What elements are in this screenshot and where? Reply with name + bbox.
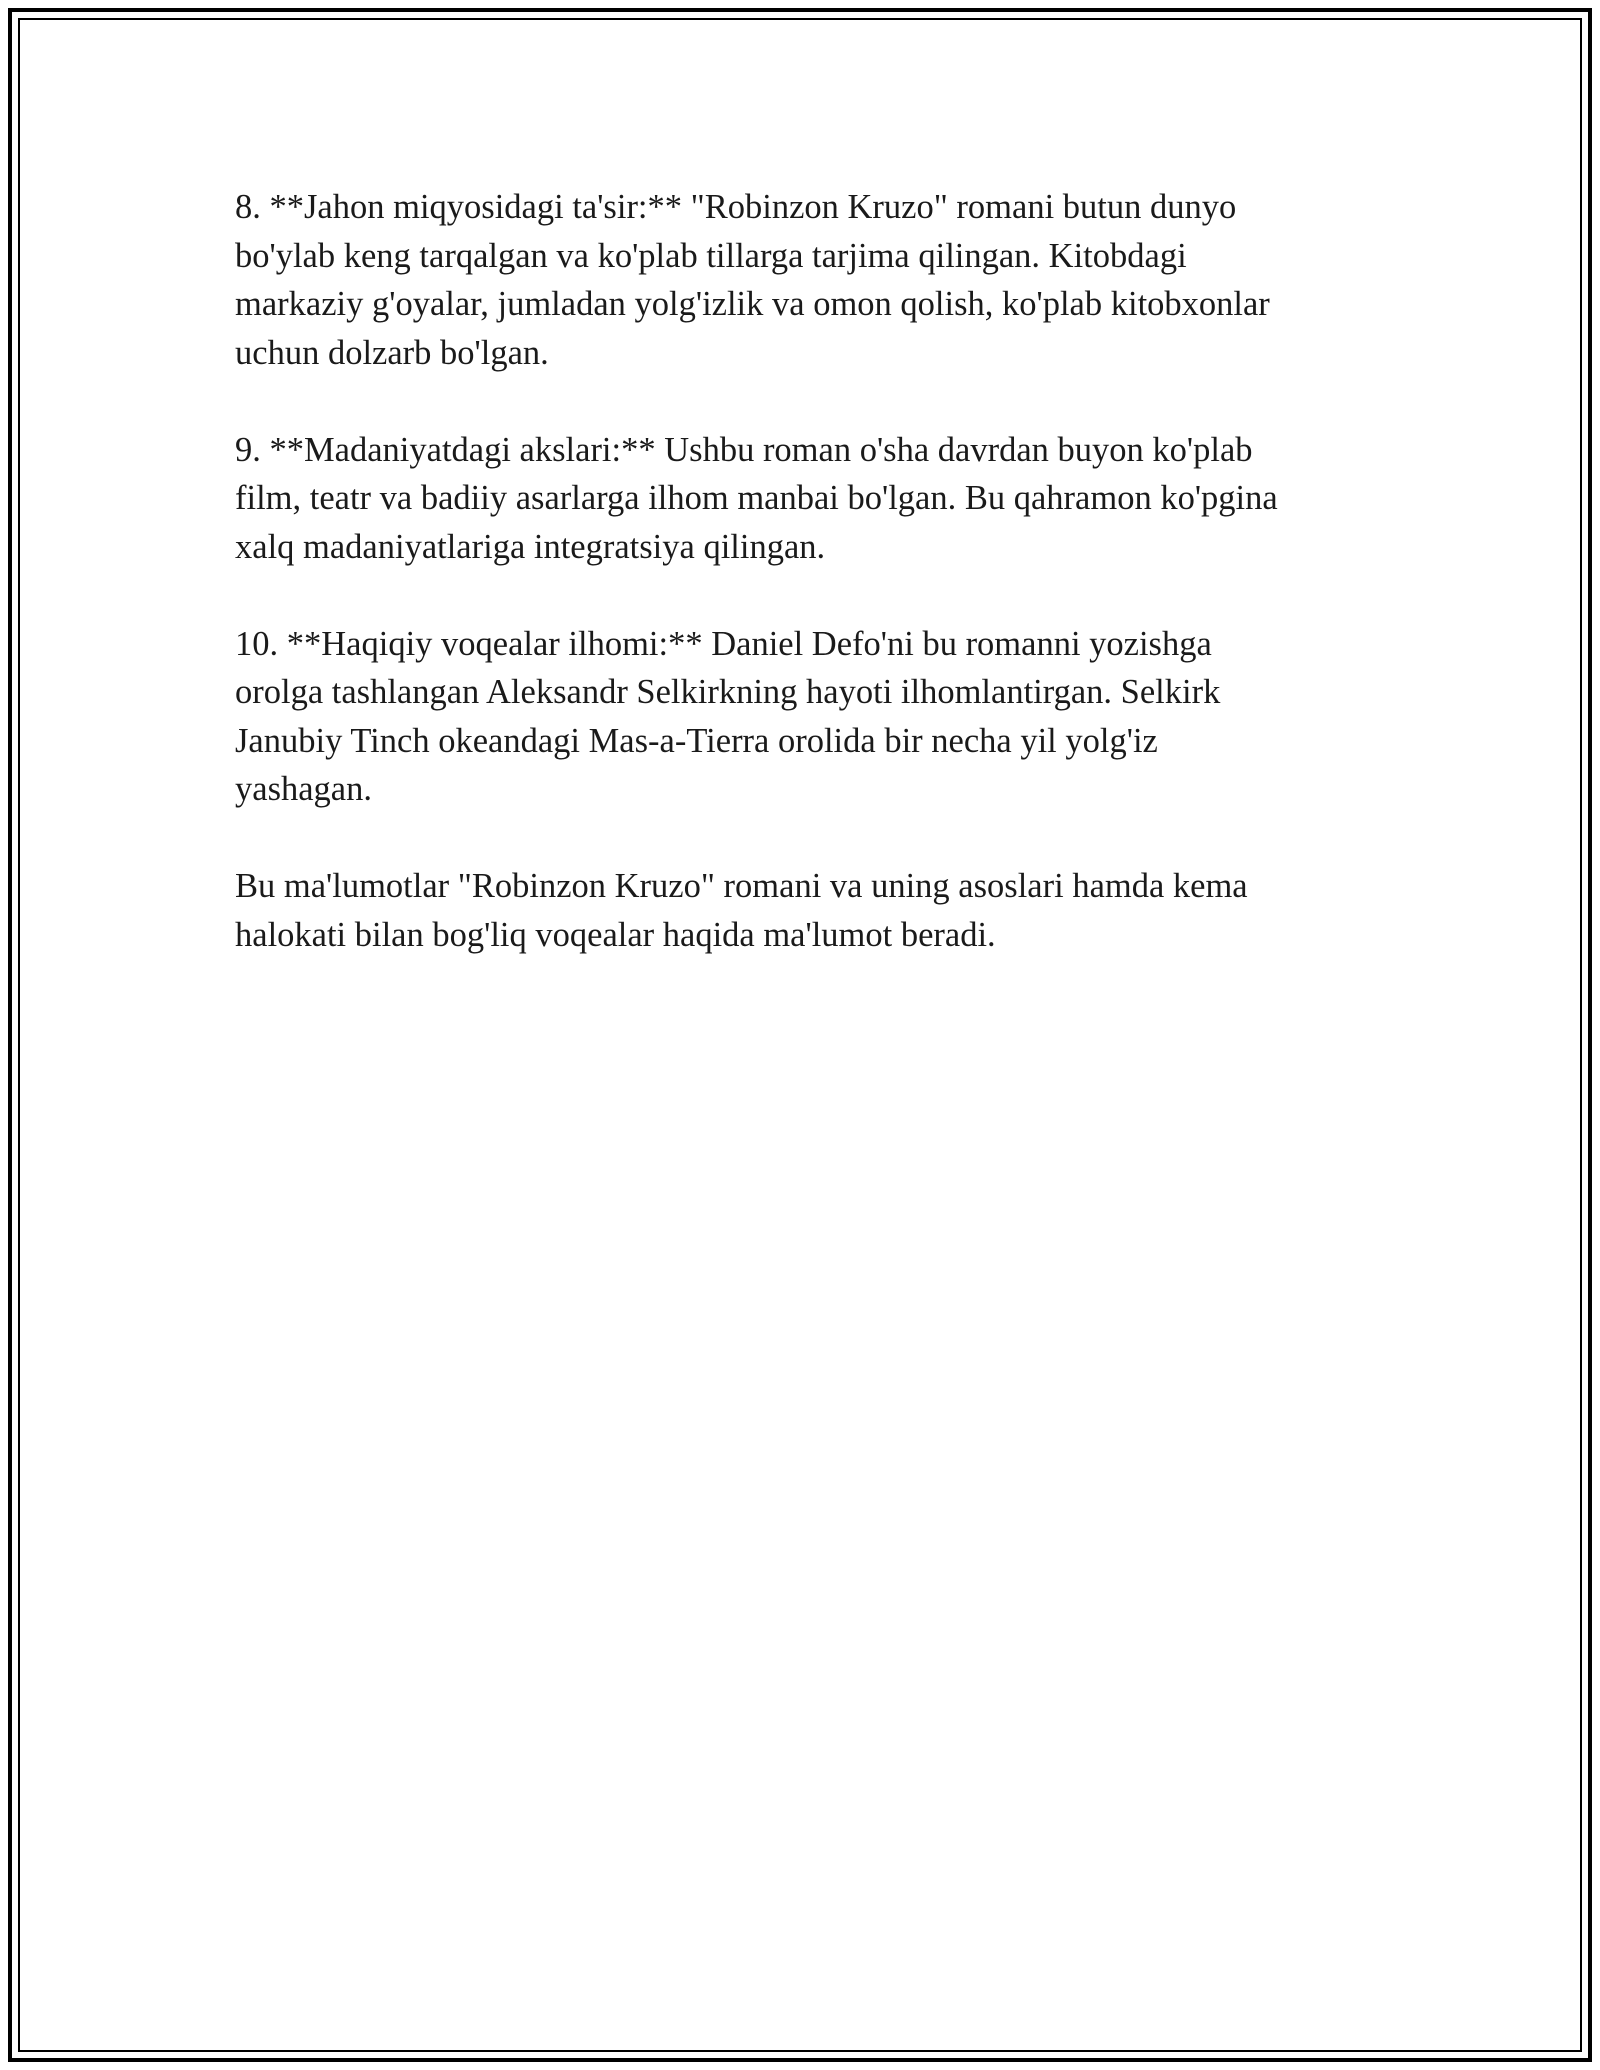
document-body <box>235 183 1365 1008</box>
paragraph-item-8: 8. **Jahon miqyosidagi ta'sir:** "Robinzon Kruzo" romani butun dunyo bo'ylab keng tarqalgan va ko'plab tillarga tarjima qilingan. Kitobdagi markaziy g'oyalar, jumladan yolg'izlik va omon qolish, ko'plab kitobxonlar uchun dolzarb bo'lgan. <box>235 188 1270 372</box>
paragraph-item-10: 10. **Haqiqiy voqealar ilhomi:** Daniel Defo'ni bu romanni yozishga orolga tashlangan Aleksandr Selkirkning hayoti ilhomlantirgan. Selkirk Janubiy Tinch okeandagi Mas-a-Tierra orolida bir necha yil yolg'iz yashagan. <box>235 624 1221 808</box>
paragraph-summary: Bu ma'lumotlar "Robinzon Kruzo" romani va uning asoslari hamda kema halokati bilan bog'liq voqealar haqida ma'lumot beradi. <box>235 867 1248 954</box>
paragraph-item-9: 9. **Madaniyatdagi akslari:** Ushbu roman o'sha davrdan buyon ko'plab film, teatr va badiiy asarlarga ilhom manbai bo'lgan. Bu qahramon ko'pgina xalq madaniyatlariga integratsiya qilingan. <box>235 430 1278 566</box>
